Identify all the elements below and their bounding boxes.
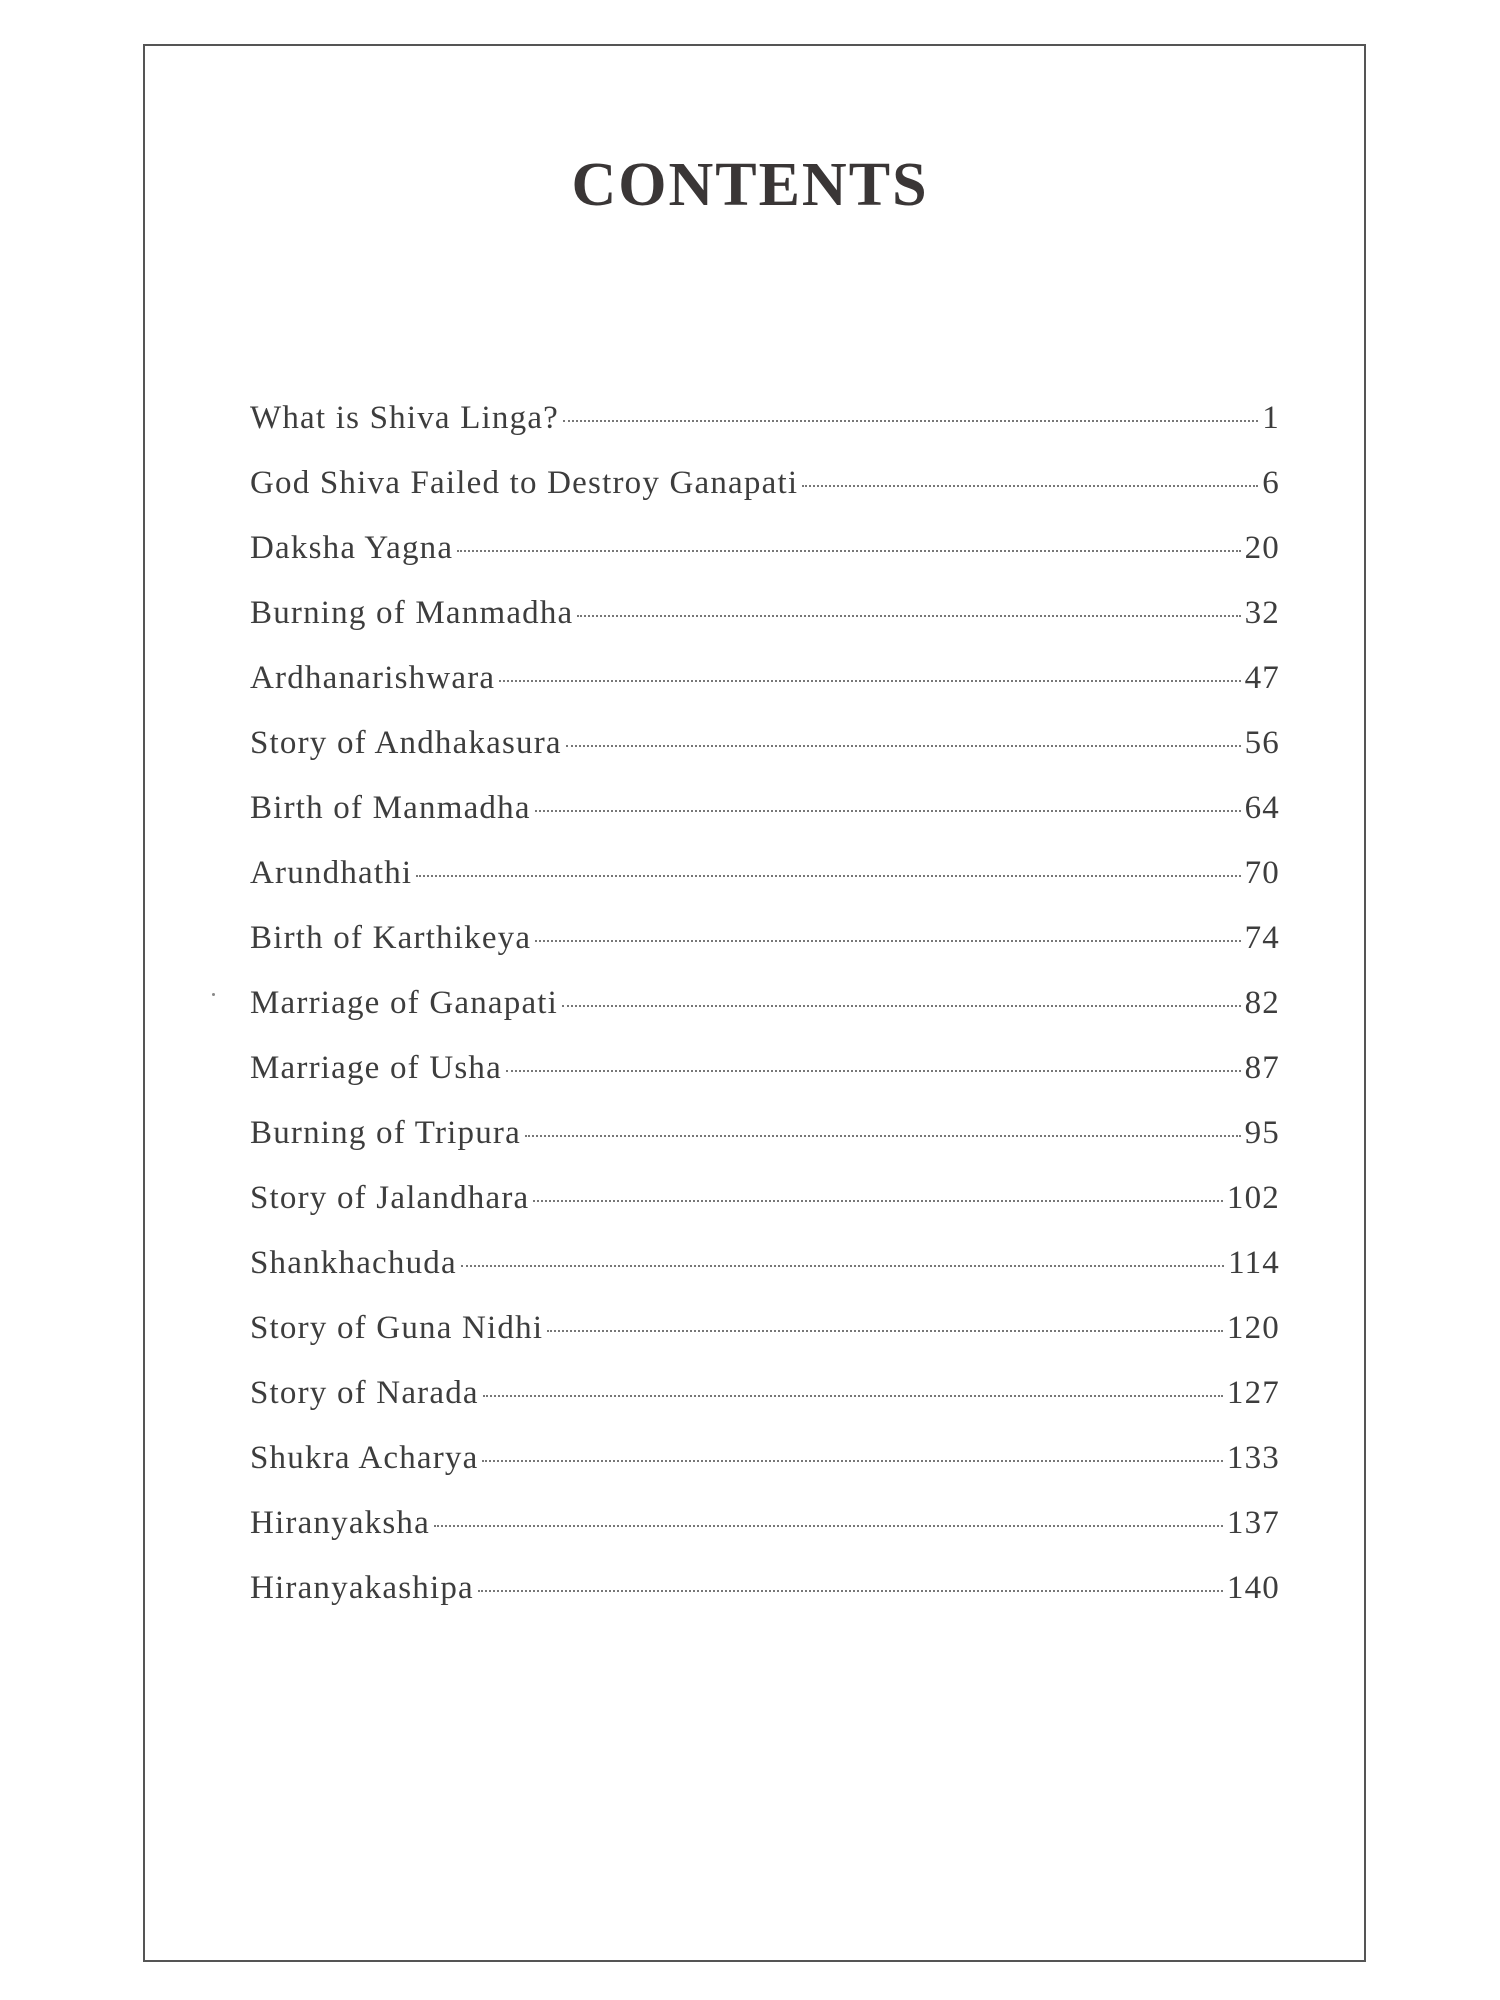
toc-entry-title: Hiranyaksha <box>250 1505 430 1541</box>
toc-entry-title: Burning of Manmadha <box>250 595 574 631</box>
table-of-contents <box>250 400 1280 1635</box>
toc-entry-title: Shankhachuda <box>250 1245 457 1281</box>
toc-entry <box>250 1570 1280 1635</box>
toc-entry <box>250 1245 1280 1310</box>
toc-entry-title: Story of Guna Nidhi <box>250 1310 544 1346</box>
toc-entry-page: 47 <box>1244 660 1280 696</box>
toc-entry-page: 1 <box>1262 400 1280 436</box>
toc-entry-title: Story of Jalandhara <box>250 1180 530 1216</box>
dot-leader <box>482 1460 1222 1462</box>
dot-leader <box>483 1395 1223 1397</box>
toc-entry-page: 127 <box>1226 1375 1280 1411</box>
toc-entry-page: 114 <box>1228 1245 1280 1281</box>
toc-entry-page: 102 <box>1226 1180 1280 1216</box>
dot-leader <box>525 1135 1241 1137</box>
scan-speck <box>212 993 215 996</box>
toc-entry-page: 74 <box>1244 920 1280 956</box>
toc-entry <box>250 725 1280 790</box>
toc-entry <box>250 1310 1280 1375</box>
dot-leader <box>478 1590 1223 1592</box>
toc-entry-page: 6 <box>1262 465 1280 501</box>
toc-entry <box>250 985 1280 1050</box>
toc-entry-title: Marriage of Usha <box>250 1050 502 1086</box>
toc-entry-title: Burning of Tripura <box>250 1115 521 1151</box>
dot-leader <box>566 745 1241 747</box>
toc-entry <box>250 1375 1280 1440</box>
toc-entry <box>250 1505 1280 1570</box>
dot-leader <box>535 810 1241 812</box>
toc-entry-title: Daksha Yagna <box>250 530 454 566</box>
toc-entry-page: 82 <box>1244 985 1280 1021</box>
toc-entry-title: Story of Narada <box>250 1375 479 1411</box>
toc-entry-page: 32 <box>1244 595 1280 631</box>
dot-leader <box>533 1200 1223 1202</box>
toc-entry-title: Ardhanarishwara <box>250 660 496 696</box>
dot-leader <box>457 550 1240 552</box>
toc-entry <box>250 790 1280 855</box>
toc-entry <box>250 1180 1280 1245</box>
dot-leader <box>563 420 1258 422</box>
toc-entry <box>250 660 1280 725</box>
dot-leader <box>434 1525 1223 1527</box>
toc-entry-page: 120 <box>1226 1310 1280 1346</box>
toc-entry <box>250 920 1280 985</box>
toc-entry-page: 20 <box>1244 530 1280 566</box>
dot-leader <box>416 875 1240 877</box>
dot-leader <box>547 1330 1223 1332</box>
toc-entry-page: 133 <box>1226 1440 1280 1476</box>
toc-entry-page: 56 <box>1244 725 1280 761</box>
toc-entry-page: 95 <box>1244 1115 1280 1151</box>
toc-entry-title: Birth of Manmadha <box>250 790 531 826</box>
dot-leader <box>535 940 1240 942</box>
toc-entry-page: 137 <box>1226 1505 1280 1541</box>
toc-entry-title: Story of Andhakasura <box>250 725 562 761</box>
toc-entry <box>250 400 1280 465</box>
toc-entry-page: 87 <box>1244 1050 1280 1086</box>
toc-entry <box>250 595 1280 660</box>
dot-leader <box>499 680 1240 682</box>
toc-entry <box>250 530 1280 595</box>
toc-entry-title: Marriage of Ganapati <box>250 985 559 1021</box>
toc-entry-page: 140 <box>1226 1570 1280 1606</box>
dot-leader <box>577 615 1240 617</box>
dot-leader <box>562 1005 1241 1007</box>
dot-leader <box>461 1265 1224 1267</box>
toc-entry-title: Shukra Acharya <box>250 1440 479 1476</box>
toc-entry-page: 70 <box>1244 855 1280 891</box>
toc-entry <box>250 855 1280 920</box>
dot-leader <box>802 485 1258 487</box>
toc-entry-title: Hiranyakashipa <box>250 1570 474 1606</box>
toc-entry <box>250 1440 1280 1505</box>
toc-entry-title: God Shiva Failed to Destroy Ganapati <box>250 465 799 501</box>
toc-entry <box>250 465 1280 530</box>
toc-entry <box>250 1050 1280 1115</box>
toc-entry-title: What is Shiva Linga? <box>250 400 560 436</box>
toc-entry-page: 64 <box>1244 790 1280 826</box>
toc-entry <box>250 1115 1280 1180</box>
page-title: CONTENTS <box>571 151 929 219</box>
toc-entry-title: Arundhathi <box>250 855 413 891</box>
toc-entry-title: Birth of Karthikeya <box>250 920 532 956</box>
dot-leader <box>506 1070 1241 1072</box>
